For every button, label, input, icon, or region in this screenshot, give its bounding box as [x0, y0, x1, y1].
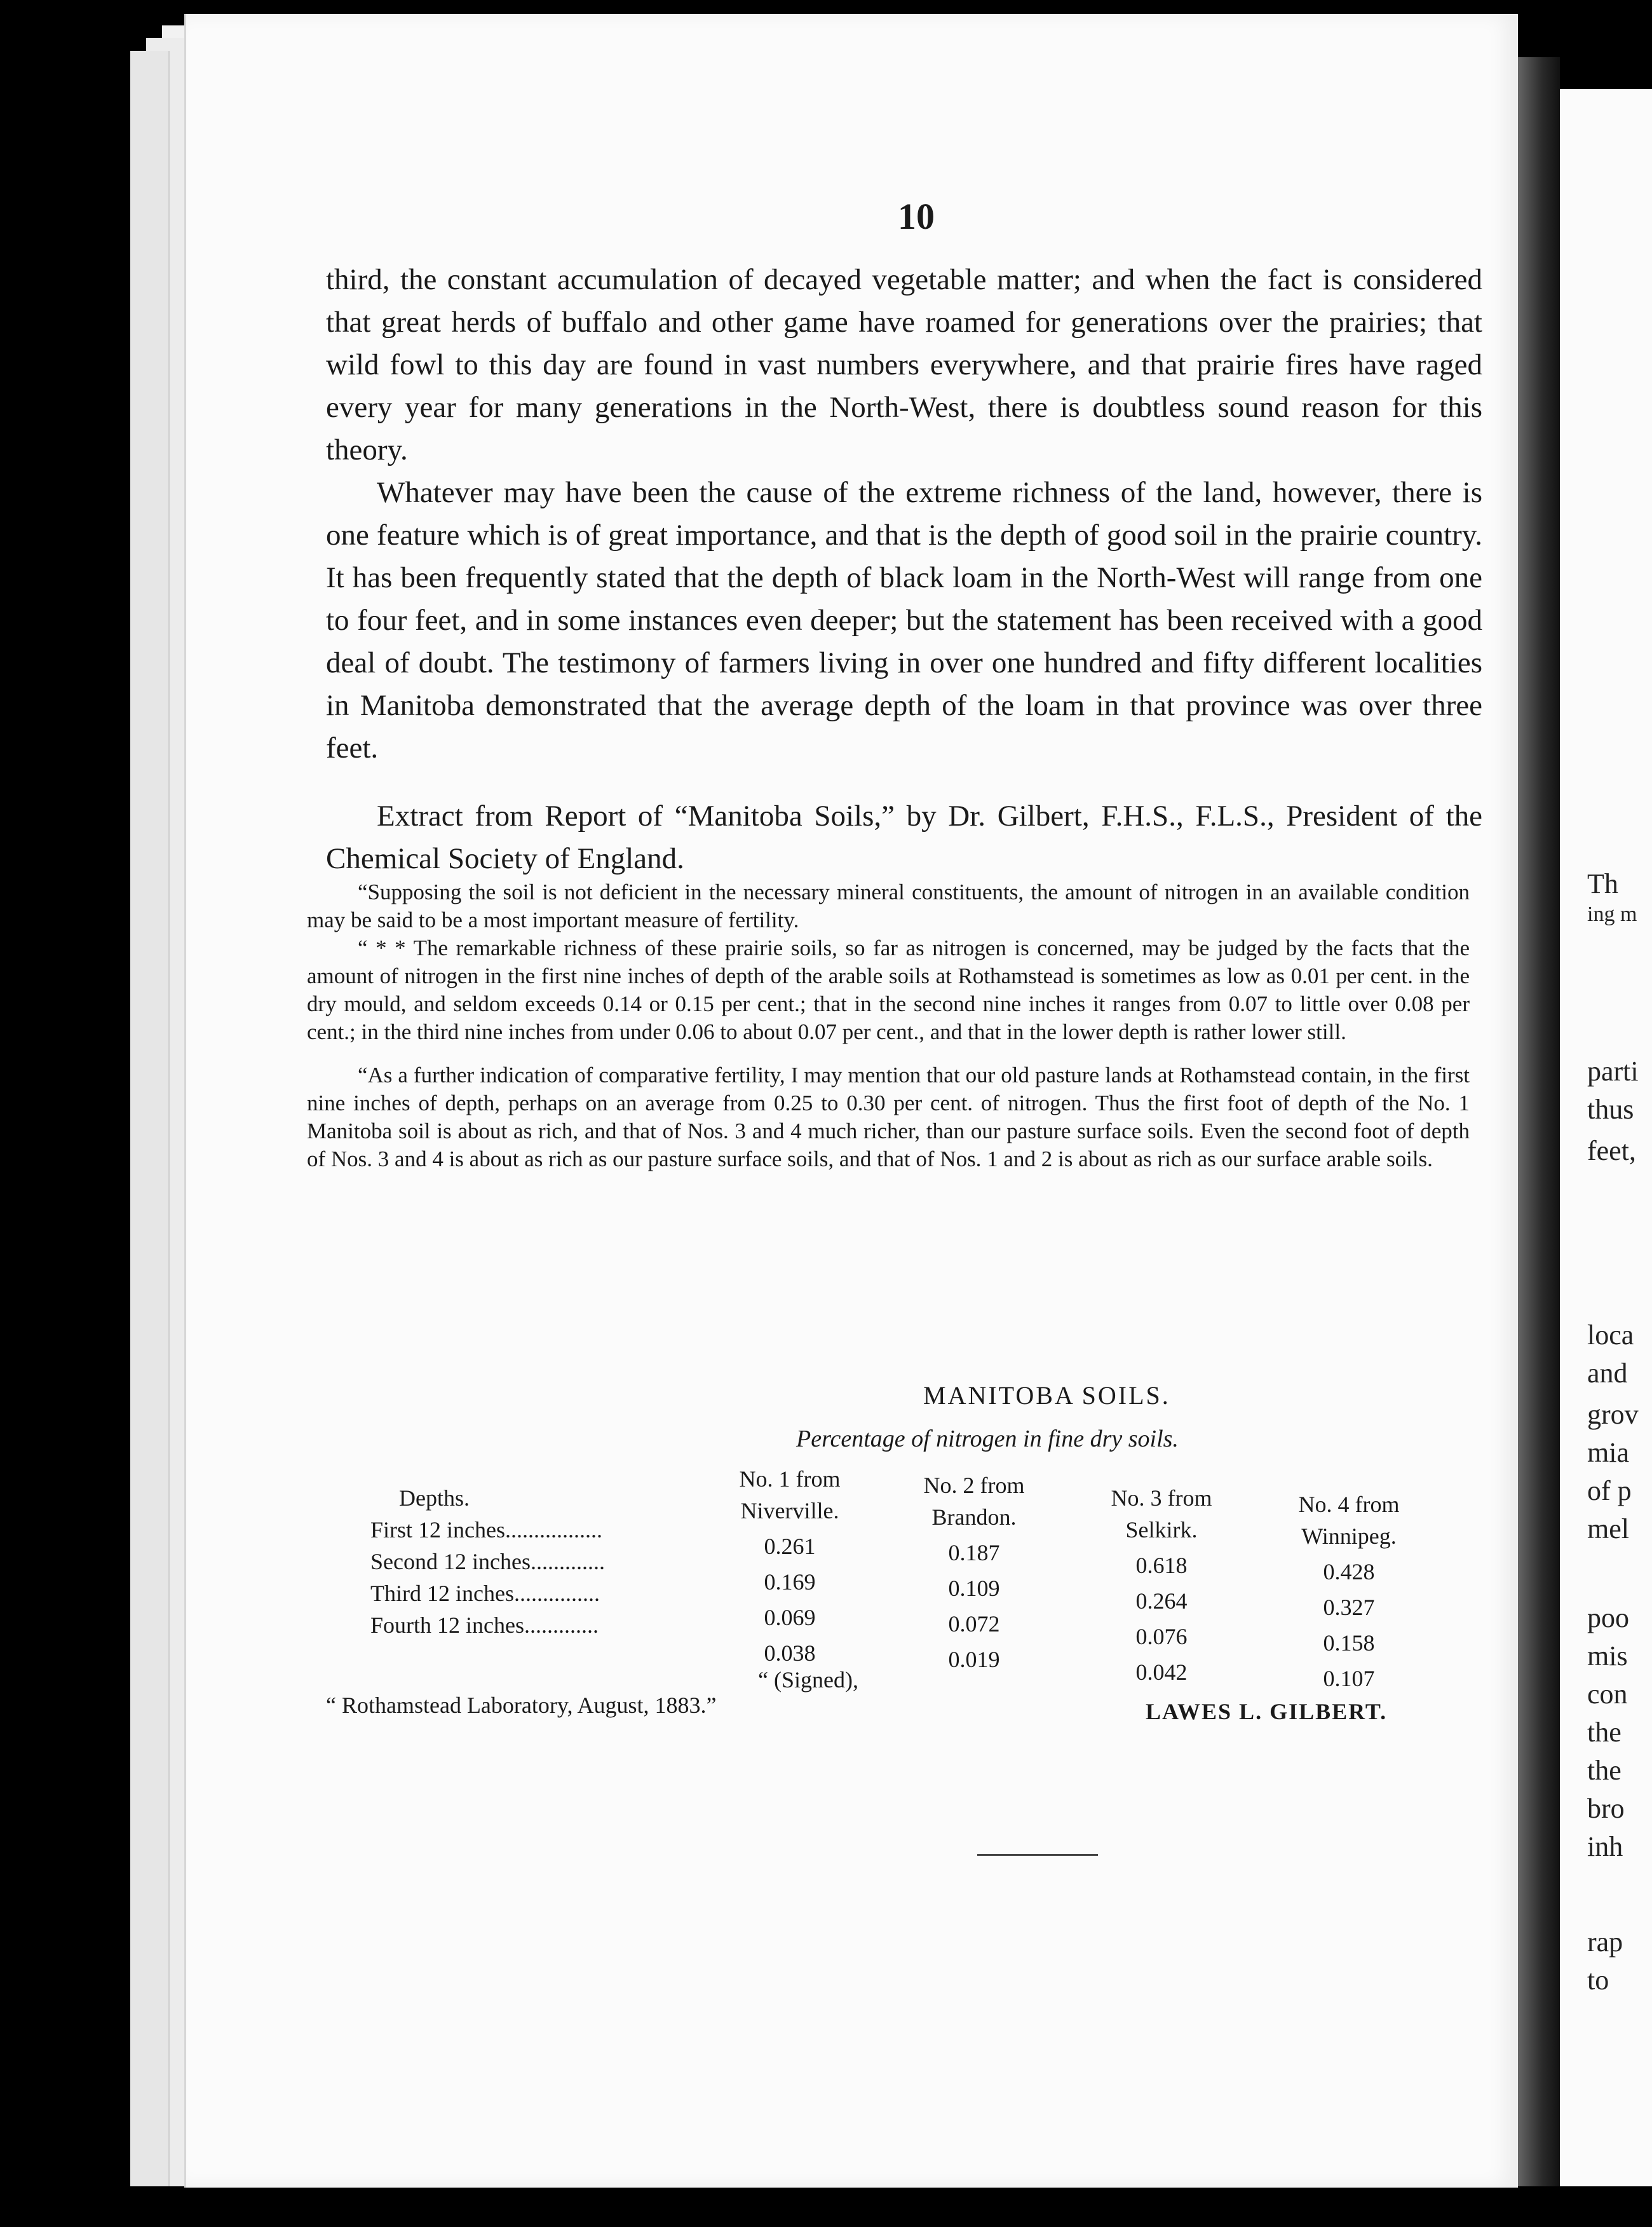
quote-paragraph-2: “ * * The remarkable richness of these prairie soils, so far as nitrogen is concerned, may be judged by the facts that the amount of nitrogen in the first nine inches of depth of the arable soils at Rothamstead is sometimes as low as 0.01 per cent. in the dry mould, and seldom exceeds 0.14 or 0.15 per cent.; that in the second nine inches it ranges from 0.07 to little over 0.08 per cent.; in the third nine inches from under 0.06 to about 0.07 per cent., and that in the lower depth is rather lower still.: [307, 936, 1470, 1044]
column-header: No. 3 from: [1111, 1485, 1212, 1511]
table-cell: 0.187: [948, 1540, 1000, 1565]
extract-heading: Extract from Report of “Manitoba Soils,” by Dr. Gilbert, F.H.S., F.L.S., President of the Chemical Society of England.: [326, 800, 1482, 875]
facing-page-text: mis: [1587, 1640, 1628, 1672]
facing-page-text: rap: [1587, 1926, 1623, 1958]
quote-paragraph-1: “Supposing the soil is not deficient in the necessary mineral constituents, the amount of nitrogen in an available condition may be said to be a most important measure of fertility.: [307, 880, 1470, 932]
facing-page-text: the: [1587, 1717, 1622, 1748]
facing-page-text: mia: [1587, 1437, 1629, 1468]
laboratory-line: “ Rothamstead Laboratory, August, 1883.”: [326, 1692, 717, 1718]
body-text: [326, 259, 1482, 880]
facing-page-text: inh: [1587, 1831, 1623, 1862]
table-column-niverville: [707, 1463, 872, 1669]
table-cell: 0.107: [1323, 1666, 1375, 1691]
quote-paragraph-3: “As a further indication of comparative fertility, I may mention that our old pasture lands at Rothamstead contain, in the first nine inches of depth, perhaps on an average from 0.25 to 0.30 per cent. of nitrogen. Thus the first foot of depth of the No. 1 Manitoba soil is about as rich, and that of Nos. 3 and 4 much richer, than our pasture surface soils. Even the second foot of depth of Nos. 3 and 4 is about as rich as our pasture surface soils, and that of Nos. 1 and 2 is about as rich as our surface arable soils.: [307, 1063, 1470, 1171]
facing-page-text: con: [1587, 1679, 1628, 1710]
depth-row: First 12 inches.................: [370, 1517, 602, 1543]
facing-page-text: parti: [1587, 1056, 1639, 1087]
depth-column: [370, 1482, 605, 1641]
facing-page-text: ing m: [1587, 902, 1637, 926]
page-stack-edge: [130, 51, 170, 2186]
table-cell: 0.069: [764, 1605, 816, 1630]
facing-page-text: bro: [1587, 1793, 1625, 1824]
facing-page-text: to: [1587, 1965, 1609, 1996]
table-cell: 0.327: [1323, 1595, 1375, 1620]
paragraph-1: third, the constant accumulation of decayed vegetable matter; and when the fact is considered that great herds of buffalo and other game have roamed for generations over the prairies; that wild fowl to this day are found in vast numbers everywhere, and that prairie fires have raged every year for many generations in the North-West, there is doubtless sound reason for this theory.: [326, 263, 1482, 467]
column-header: No. 4 from: [1298, 1492, 1400, 1517]
facing-page-text: Th: [1587, 868, 1618, 899]
facing-page-text: mel: [1587, 1513, 1629, 1544]
book-gutter-shadow: [1516, 57, 1560, 2186]
depth-header: Depths.: [399, 1485, 470, 1511]
facing-page-text: the: [1587, 1755, 1622, 1786]
facing-page-text: loca: [1587, 1319, 1634, 1351]
table-cell: 0.264: [1135, 1588, 1188, 1614]
signed-label: “ (Signed),: [758, 1667, 858, 1692]
table-cell: 0.072: [948, 1611, 1000, 1637]
table-cell: 0.038: [764, 1640, 816, 1666]
facing-page-text: thus: [1587, 1094, 1634, 1125]
column-header: Winnipeg.: [1301, 1523, 1397, 1549]
column-header: No. 2 from: [923, 1473, 1025, 1498]
signature: LAWES L. GILBERT.: [1146, 1699, 1388, 1724]
depth-row: Second 12 inches.............: [370, 1549, 605, 1574]
depth-row: Third 12 inches...............: [370, 1581, 600, 1606]
table-cell: 0.261: [764, 1534, 816, 1559]
column-header: No. 1 from: [739, 1466, 841, 1492]
table-column-selkirk: [1076, 1482, 1247, 1688]
quoted-report: [307, 878, 1470, 1173]
table-cell: 0.076: [1135, 1624, 1188, 1649]
book-page: [184, 14, 1518, 2188]
page-number: 10: [898, 196, 935, 237]
table-cell: 0.158: [1323, 1630, 1375, 1656]
table-title: MANITOBA SOILS.: [923, 1381, 1170, 1410]
facing-page-text: and: [1587, 1358, 1628, 1389]
table-cell: 0.109: [948, 1576, 1000, 1601]
table-cell: 0.019: [948, 1647, 1000, 1672]
column-header: Brandon.: [931, 1504, 1017, 1530]
table-cell: 0.618: [1135, 1553, 1188, 1578]
table-cell: 0.169: [764, 1569, 816, 1595]
column-header: Niverville.: [740, 1498, 839, 1523]
paragraph-2: Whatever may have been the cause of the extreme richness of the land, however, there is one feature which is of great importance, and that is the depth of good soil in the prairie country. It has been frequently stated that the depth of black loam in the North-West will range from one to four feet, and in some instances even deeper; but the statement has been received with a good deal of doubt. The testimony of farmers living in over one hundred and fifty different localities in Manitoba demonstrated that the average depth of the loam in that province was over three feet.: [326, 476, 1482, 765]
facing-page-text: grov: [1587, 1399, 1639, 1430]
facing-page-text: poo: [1587, 1602, 1629, 1633]
depth-row: Fourth 12 inches.............: [370, 1612, 599, 1638]
table-subtitle: Percentage of nitrogen in fine dry soils.: [796, 1426, 1179, 1452]
facing-page-text: feet,: [1587, 1135, 1636, 1166]
table-cell: 0.042: [1135, 1659, 1188, 1685]
table-column-brandon: [891, 1469, 1057, 1675]
end-rule: [977, 1854, 1098, 1856]
facing-page-text: of p: [1587, 1475, 1632, 1506]
table-cell: 0.428: [1323, 1559, 1375, 1584]
table-column-winnipeg: [1260, 1488, 1438, 1694]
column-header: Selkirk.: [1125, 1517, 1198, 1543]
